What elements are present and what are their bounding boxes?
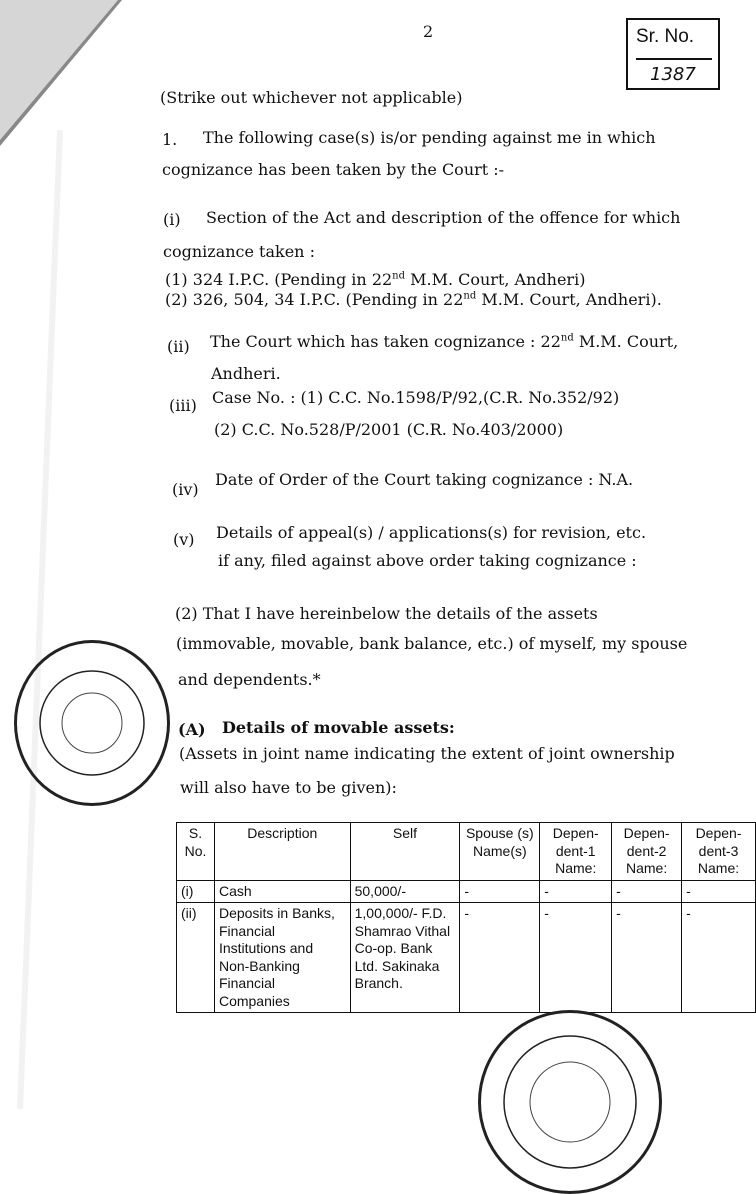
movable-assets-table [176, 822, 756, 1013]
item-iii-line2: (2) C.C. No.528/P/2001 (C.R. No.403/2000) [214, 420, 564, 439]
case-2-text-a: 326, 504, 34 I.P.C. (Pending in 22 [192, 290, 464, 309]
header-self: Self [350, 823, 460, 881]
case-1-text-b: M.M. Court, Andheri) [405, 270, 586, 289]
header-dependent-1: Depen-dent-1 Name: [540, 823, 612, 881]
row-1-d3: - [682, 880, 756, 903]
row-2-d3: - [682, 903, 756, 1013]
section-a-line1: (Assets in joint name indicating the extent of joint ownership [179, 744, 675, 763]
row-2-d2: - [612, 903, 682, 1013]
item-ii-text-b: M.M. Court, [573, 332, 679, 351]
case-1-sup: nd [392, 270, 406, 282]
case-2-num: (2) [165, 290, 188, 309]
row-2-d1: - [540, 903, 612, 1013]
notary-seal-bottom [478, 1010, 662, 1194]
row-1-spouse: - [460, 880, 540, 903]
para2-line2: (immovable, movable, bank balance, etc.) of myself, my spouse [176, 634, 688, 653]
item-ii-sup: nd [560, 332, 574, 344]
row-2-desc: Deposits in Banks, Financial Institutions and Non-Banking Financial Companies [214, 903, 350, 1013]
item-v-label: (v) [173, 530, 195, 549]
serial-label: Sr. No. [636, 26, 695, 47]
notary-seal-left-graphic [17, 643, 167, 803]
para2-line3: and dependents.* [178, 670, 321, 689]
table-row [177, 880, 756, 903]
header-sno: S. No. [177, 823, 215, 881]
item-ii-text-a: The Court which has taken cognizance : 22 [210, 332, 561, 351]
case-1-num: (1) [165, 270, 188, 289]
serial-number: 1387 [650, 64, 696, 85]
para2-line1: (2) That I have hereinbelow the details of the assets [175, 604, 598, 623]
row-1-sno: (i) [177, 880, 215, 903]
row-1-d1: - [540, 880, 612, 903]
case-2 [165, 290, 662, 309]
notary-seal-left [14, 640, 170, 806]
notary-seal-bottom-graphic [481, 1013, 659, 1191]
row-1-d2: - [612, 880, 682, 903]
serial-divider [636, 58, 712, 60]
item-iii-label: (iii) [169, 396, 197, 415]
item-i-line2: cognizance taken : [163, 242, 315, 261]
row-2-spouse: - [460, 903, 540, 1013]
header-dependent-3: Depen-dent-3 Name: [682, 823, 756, 881]
case-2-text-b: M.M. Court, Andheri). [476, 290, 662, 309]
item-iv-text: Date of Order of the Court taking cognizance : N.A. [215, 470, 634, 489]
row-1-desc: Cash [214, 880, 350, 903]
row-2-sno: (ii) [177, 903, 215, 1013]
para1-line1: The following case(s) is/or pending against me in which [203, 128, 656, 147]
item-v-line1: Details of appeal(s) / applications(s) for revision, etc. [216, 523, 647, 542]
para1-number: 1. [162, 130, 178, 149]
item-v-line2: if any, filed against above order taking cognizance : [218, 551, 637, 570]
header-description: Description [214, 823, 350, 881]
section-a-title: Details of movable assets: [222, 718, 455, 737]
item-ii-line2: Andheri. [211, 364, 281, 383]
item-i-line1: Section of the Act and description of the offence for which [206, 208, 681, 227]
section-a-label: (A) [178, 720, 206, 739]
row-1-self: 50,000/- [350, 880, 460, 903]
section-a-line2: will also have to be given): [180, 778, 397, 797]
case-1-text-a: 324 I.P.C. (Pending in 22 [192, 270, 393, 289]
item-iv-label: (iv) [172, 480, 199, 499]
item-i-label: (i) [163, 210, 181, 229]
header-dependent-2: Depen-dent-2 Name: [612, 823, 682, 881]
case-2-sup: nd [463, 290, 477, 302]
strike-note: (Strike out whichever not applicable) [160, 88, 463, 107]
header-spouse: Spouse (s) Name(s) [460, 823, 540, 881]
case-1 [165, 270, 585, 289]
row-2-self: 1,00,000/- F.D. Shamrao Vithal Co-op. Bank Ltd. Sakinaka Branch. [350, 903, 460, 1013]
item-iii-line1: Case No. : (1) C.C. No.1598/P/92,(C.R. No.352/92) [212, 388, 620, 407]
serial-number-box [626, 18, 720, 90]
page-number: 2 [423, 22, 434, 41]
item-ii-line1 [210, 332, 678, 351]
para1-line2: cognizance has been taken by the Court :- [162, 160, 505, 179]
item-ii-label: (ii) [167, 337, 190, 356]
table-header-row [177, 823, 756, 881]
table-row [177, 903, 756, 1013]
